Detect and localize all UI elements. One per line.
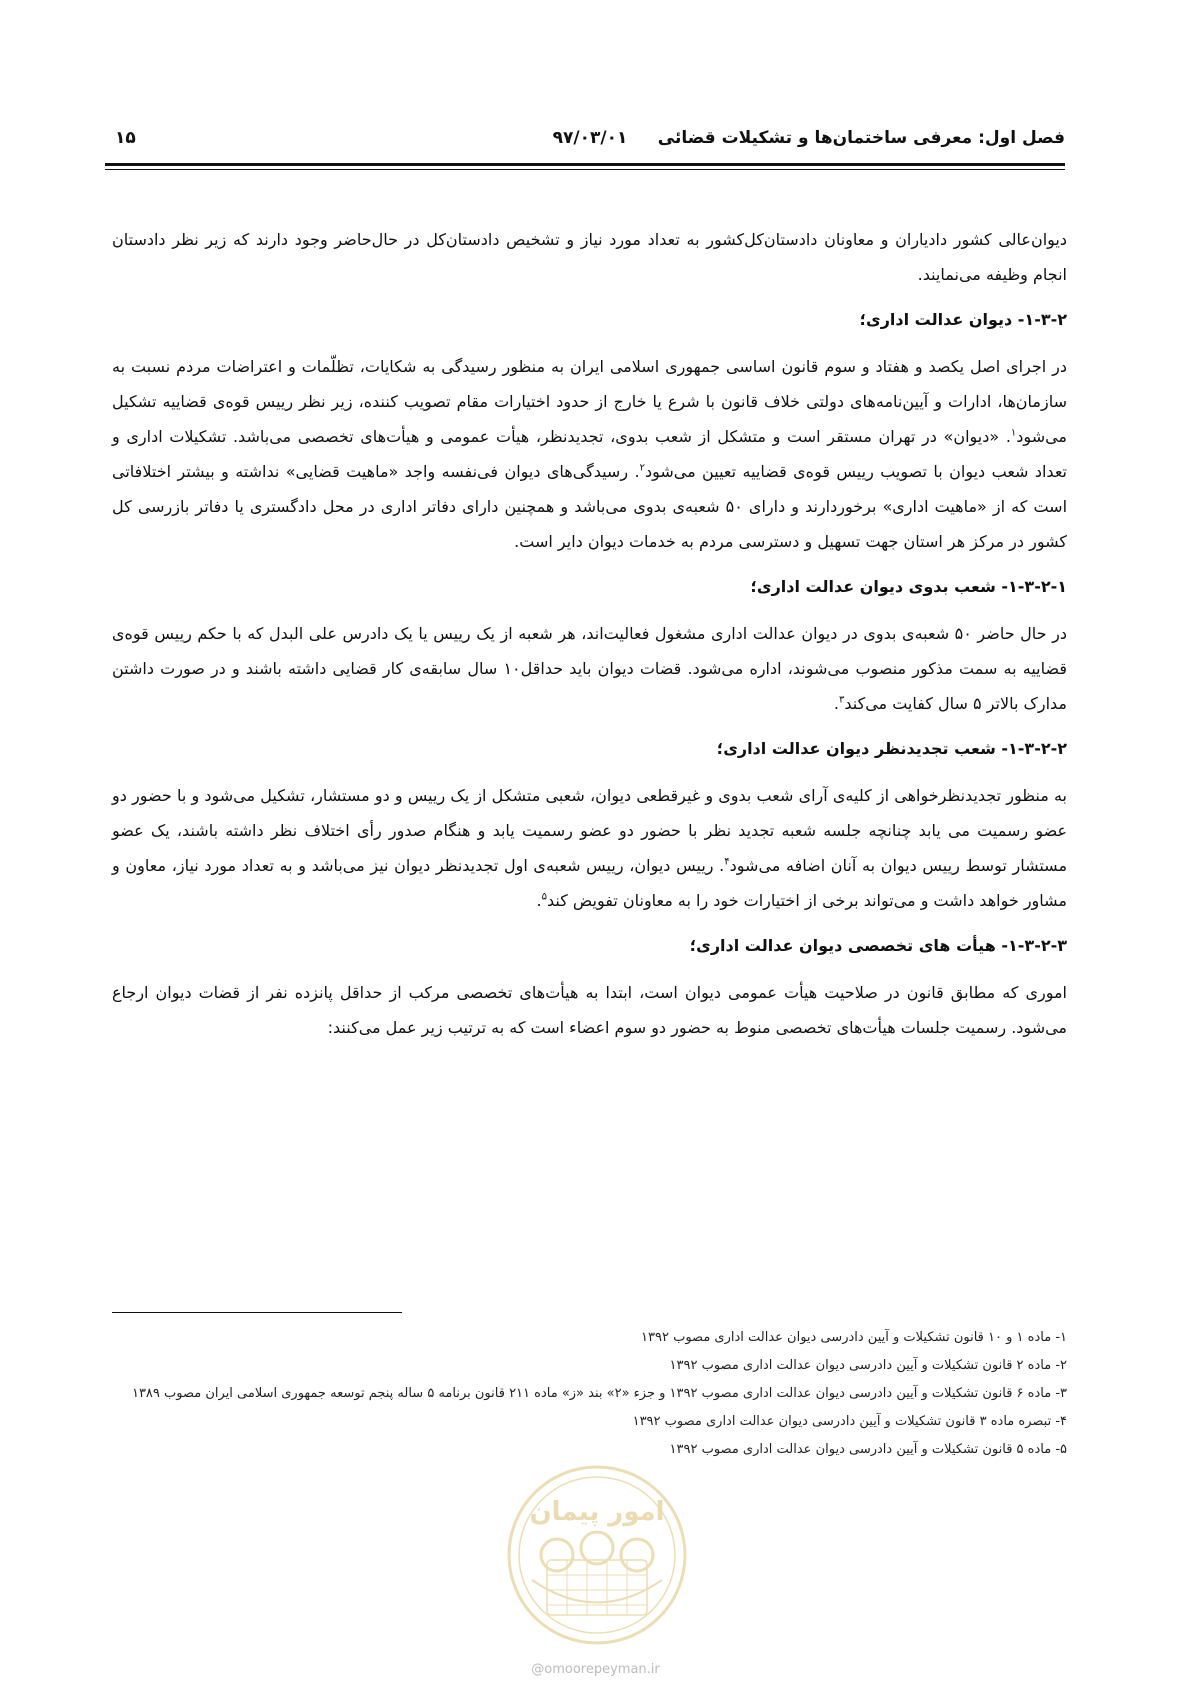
watermark-seal-logo (502, 1450, 692, 1660)
footnotes (112, 1324, 1067, 1464)
text-run: . «دیوان» در تهران مستقر است و متشکل از شعب بدوی، تجدیدنظر، هیأت عمومی و هیأت‌های تخصصی می‌باشد. تشکیلات اداری و تعداد شعب دیوان با تصویب رییس قوه‌ی قضاییه تعیین می‌شود (112, 427, 1067, 481)
section-heading: ۱-۳-۲- دیوان عدالت اداری؛ (859, 310, 1067, 329)
text-run: . (833, 694, 839, 713)
paragraph (112, 616, 1067, 721)
section-heading: ۱-۳-۲-۲- شعب تجدیدنظر دیوان عدالت اداری؛ (716, 739, 1067, 758)
text-run: به منظور تجدیدنظرخواهی از کلیه‌ی آرای شعب بدوی و غیرقطعی دیوان، شعبی متشکل از یک رییس و دو مستشار، تشکیل می‌شود و با حضور دو عضو رسمیت می یابد چنانچه جلسه شعبه تجدید نظر با حضور دو عضو رسمیت یابد و هنگام صدور رأی اختلاف نظر داشته باشند، یک عضو مستشار توسط رییس دیوان به آنان اضافه می‌شود (112, 786, 1068, 875)
section-heading: ۱-۳-۲-۱- شعب بدوی دیوان عدالت اداری؛ (750, 577, 1067, 596)
paragraph (112, 778, 1067, 918)
footnote-item: ۳- ماده ۶ قانون تشکیلات و آیین دادرسی دیوان عدالت اداری مصوب ۱۳۹۲ و جزء «۲» بند «ز» ماده ۲۱۱ قانون برنامه ۵ ساله پنجم توسعه جمهوری اسلامی ایران مصوب ۱۳۸۹ (131, 1386, 1067, 1401)
footnote-item: ۴- تبصره ماده ۳ قانون تشکیلات و آیین دادرسی دیوان عدالت اداری مصوب ۱۳۹۲ (632, 1414, 1067, 1429)
watermark-site: @omoorepeyman.ir (531, 1662, 660, 1677)
footnote-item: ۵- ماده ۵ قانون تشکیلات و آیین دادرسی دیوان عدالت اداری مصوب ۱۳۹۲ (669, 1442, 1067, 1457)
text-run: . رسیدگی‌های دیوان فی‌نفسه واجد «ماهیت قضایی» نداشته و بیشتر اختلافاتی است که از «ماهیت اداری» برخوردارند و دارای ۵۰ شعبه‌ی بدوی می‌باشد و همچنین دارای دفاتر اداری در محل دادگستری یا دفاتر بازرسی کل کشور در مرکز هر استان جهت تسهیل و دسترسی مردم به خدمات دیوان دایر است. (112, 462, 1068, 551)
footnote-ref[interactable]: ۵ (541, 891, 547, 903)
text-run: . (536, 891, 542, 910)
main-text (112, 222, 1067, 1058)
footnote-item: ۲- ماده ۲ قانون تشکیلات و آیین دادرسی دیوان عدالت اداری مصوب ۱۳۹۲ (669, 1358, 1067, 1373)
header-date: ۹۷/۰۳/۰۱ (552, 128, 628, 148)
paragraph-intro: دیوان‌عالی کشور دادیاران و معاونان دادستان‌کل‌کشور به تعداد مورد نیاز و تشخیص دادستان‌کل در حال‌حاضر وجود دارند که زیر نظر دادستان انجام وظیفه می‌نمایند. (112, 230, 1067, 284)
header-rule-thick (105, 163, 1065, 166)
seal-text: امور پیمان (529, 1497, 665, 1527)
footnote-item: ۱- ماده ۱ و ۱۰ قانون تشکیلات و آیین دادرسی دیوان عدالت اداری مصوب ۱۳۹۲ (641, 1330, 1067, 1345)
header-rule-thin (105, 169, 1065, 170)
chapter-title: فصل اول: معرفی ساختمان‌ها و تشکیلات قضائی (657, 128, 1065, 148)
paragraph (112, 349, 1067, 559)
page-header (115, 128, 1065, 154)
paragraph: اموری که مطابق قانون در صلاحیت هیأت عمومی دیوان است، ابتدا به هیأت‌های تخصصی مرکب از حداقل پانزده نفر از قضات دیوان ارجاع می‌شود. رسمیت جلسات هیأت‌های تخصصی منوط به حضور دو سوم اعضاء است که به ترتیب زیر عمل می‌کنند: (112, 983, 1067, 1037)
text-run: در اجرای اصل یکصد و هفتاد و سوم قانون اساسی جمهوری اسلامی ایران به منظور رسیدگی به شکایات، تظلّمات و اعتراضات مردم نسبت به سازمان‌ها، ادارات و آیین‌نامه‌های دولتی خلاف قانون با شرع یا خارج از حدود اختیارات مقام تصویب کننده، زیر نظر رییس قوه‌ی قضاییه تشکیل می‌شود (112, 357, 1067, 446)
page-number: ۱۵ (115, 128, 136, 148)
footnote-ref[interactable]: ۲ (639, 462, 645, 474)
footnote-ref[interactable]: ۴ (724, 856, 730, 868)
text-run: در حال حاضر ۵۰ شعبه‌ی بدوی در دیوان عدالت اداری مشغول فعالیت‌اند، هر شعبه از یک رییس یا یک دادرس علی البدل که با حکم رییس قوه‌ی قضاییه به سمت مذکور منصوب می‌شوند، اداره می‌شود. قضات دیوان باید حداقل۱۰ سال سابقه‌ی کار قضایی داشته باشند و در صورت داشتن مدارک بالاتر ۵ سال کفایت می‌کند (112, 624, 1067, 713)
section-heading: ۱-۳-۲-۳- هیأت های تخصصی دیوان عدالت اداری؛ (689, 936, 1067, 955)
footnote-ref[interactable]: ۱ (1010, 427, 1017, 439)
footnote-ref[interactable]: ۳ (838, 694, 845, 706)
text-run: . رییس دیوان، رییس شعبه‌ی اول تجدیدنظر دیوان نیز می‌باشد و به تعداد مورد نیاز، معاون و مشاور خواهد داشت و می‌تواند برخی از اختیارات خود را به معاونان تفویض کند (112, 856, 1067, 910)
footnote-separator (112, 1312, 402, 1313)
